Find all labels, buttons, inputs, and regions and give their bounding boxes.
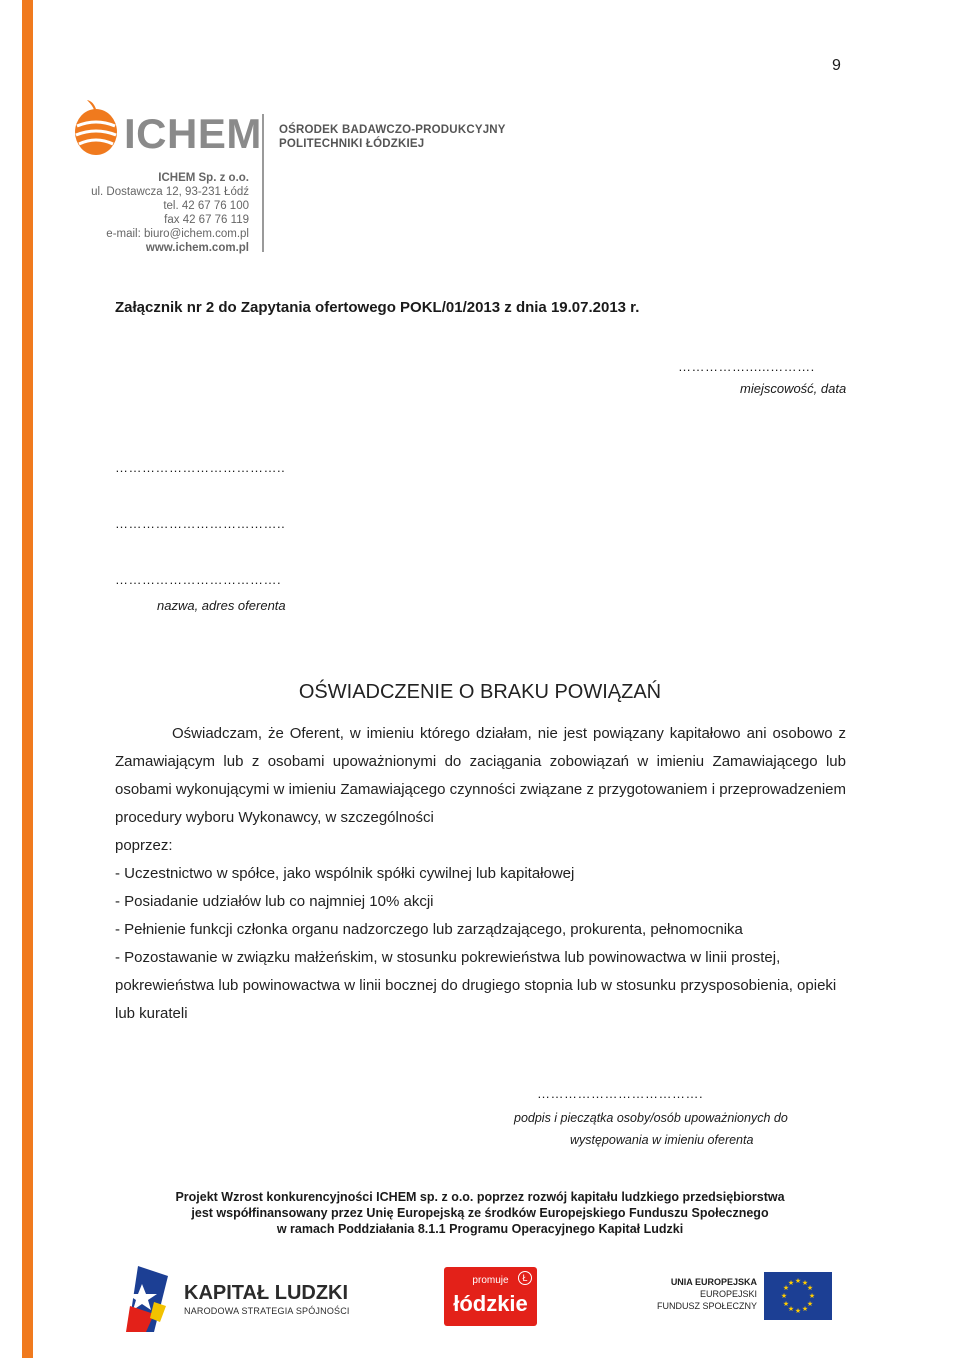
project-line-1: Projekt Wzrost konkurencyjności ICHEM sp. z o.o. poprzez rozwój kapitału ludzkiego przedsiębiorstwa <box>175 1190 785 1204</box>
org-line-2: POLITECHNIKI ŁÓDZKIEJ <box>279 138 425 150</box>
eu-line-3: FUNDUSZ SPOŁECZNY <box>656 1301 757 1311</box>
promuje-bottom-text: łódzkie <box>453 1291 528 1316</box>
list-item: - Pełnienie funkcji członka organu nadzorczego lub zarządzającego, prokurenta, pełnomocnika <box>115 921 743 938</box>
poprzez-label: poprzez: <box>115 837 173 854</box>
company-website: www.ichem.com.pl <box>145 242 249 254</box>
left-orange-stripe <box>22 0 33 1358</box>
list-item: - Posiadanie udziałów lub co najmniej 10% akcji <box>115 893 434 910</box>
svg-text:★: ★ <box>808 1292 816 1300</box>
project-line-3: w ramach Poddziałania 8.1.1 Programu Operacyjnego Kapitał Ludzki <box>276 1222 684 1236</box>
kapital-ludzki-subtitle: NARODOWA STRATEGIA SPÓJNOŚCI <box>184 1306 350 1316</box>
promuje-badge-icon: Ł <box>518 1271 532 1285</box>
svg-text:★: ★ <box>787 1279 795 1287</box>
contact-block <box>91 171 249 255</box>
promuje-lodzkie-logo <box>444 1267 537 1326</box>
organization-name <box>279 123 506 151</box>
list-item: - Pozostawanie w związku małżeńskim, w stosunku pokrewieństwa lub powinowactwa w linii prostej, pokrewieństwa lub powinowactwa w linii bocznej do drugiego stopnia lub w stosunku przysposobienia, opieki lub kurateli <box>115 949 837 1022</box>
project-info <box>0 1189 960 1237</box>
ichem-logo-icon <box>73 98 119 158</box>
svg-text:★: ★ <box>806 1284 814 1292</box>
offerer-dots-line-1: ……………………………….. <box>115 460 286 475</box>
annex-title: Załącznik nr 2 do Zapytania ofertowego POKL/01/2013 z dnia 19.07.2013 r. <box>115 299 640 316</box>
signature-label-line-1: podpis i pieczątka osoby/osób upoważnionych do <box>514 1111 788 1125</box>
project-line-2: jest współfinansowany przez Unię Europejską ze środków Europejskiego Funduszu Społecznego <box>191 1206 769 1220</box>
ichem-wordmark: ICHEM <box>124 110 262 157</box>
list-item: - Uczestnictwo w spółce, jako wspólnik spółki cywilnej lub kapitałowej <box>115 865 575 882</box>
company-name: ICHEM Sp. z o.o. <box>158 172 249 184</box>
eu-line-2: EUROPEJSKI <box>699 1289 757 1299</box>
svg-text:★: ★ <box>787 1305 795 1313</box>
svg-text:★: ★ <box>780 1292 788 1300</box>
company-fax: fax 42 67 76 119 <box>164 214 249 226</box>
offerer-dots-line-3: ………………………………. <box>115 572 282 587</box>
kapital-ludzki-logo-icon <box>124 1262 172 1332</box>
eu-line-1: UNIA EUROPEJSKA <box>670 1277 757 1287</box>
svg-text:★: ★ <box>801 1305 809 1313</box>
svg-text:★: ★ <box>794 1277 802 1285</box>
svg-text:★: ★ <box>801 1279 809 1287</box>
svg-text:★: ★ <box>782 1284 790 1292</box>
signature-label-line-2: występowania w imieniu oferenta <box>570 1133 754 1147</box>
place-date-dots: ……………......………. <box>678 359 815 374</box>
offerer-dots-line-2: ……………………………….. <box>115 516 286 531</box>
page-number: 9 <box>832 57 841 74</box>
company-email: e-mail: biuro@ichem.com.pl <box>106 228 249 240</box>
svg-text:★: ★ <box>806 1300 814 1308</box>
promuje-top-text: promuje <box>472 1275 509 1286</box>
signature-dots: ………………………………. <box>537 1086 704 1101</box>
declaration-paragraph: Oświadczam, że Oferent, w imieniu którego działam, nie jest powiązany kapitałowo ani osobowo z Zamawiającym lub z osobami upoważnionymi do zaciągania zobowiązań w imieniu Zamawiającego lub osobami wykonującymi w imieniu Zamawiającego czynności związane z przygotowaniem i przeprowadzeniem procedury wyboru Wykonawcy, w szczególności <box>115 725 846 826</box>
company-address: ul. Dostawcza 12, 93-231 Łódź <box>91 186 249 198</box>
offerer-label: nazwa, adres oferenta <box>157 598 286 613</box>
header-divider <box>262 114 264 252</box>
place-date-label: miejscowość, data <box>740 381 847 396</box>
company-tel: tel. 42 67 76 100 <box>163 200 249 212</box>
eu-flag-icon <box>764 1272 832 1320</box>
declaration-body <box>115 720 846 1028</box>
org-line-1: OŚRODEK BADAWCZO-PRODUKCYJNY <box>279 124 506 136</box>
svg-text:★: ★ <box>794 1307 802 1315</box>
kapital-ludzki-title: KAPITAŁ LUDZKI <box>184 1282 349 1304</box>
svg-text:★: ★ <box>782 1300 790 1308</box>
eu-fund-label <box>657 1276 757 1312</box>
declaration-title: OŚWIADCZENIE O BRAKU POWIĄZAŃ <box>298 681 662 703</box>
